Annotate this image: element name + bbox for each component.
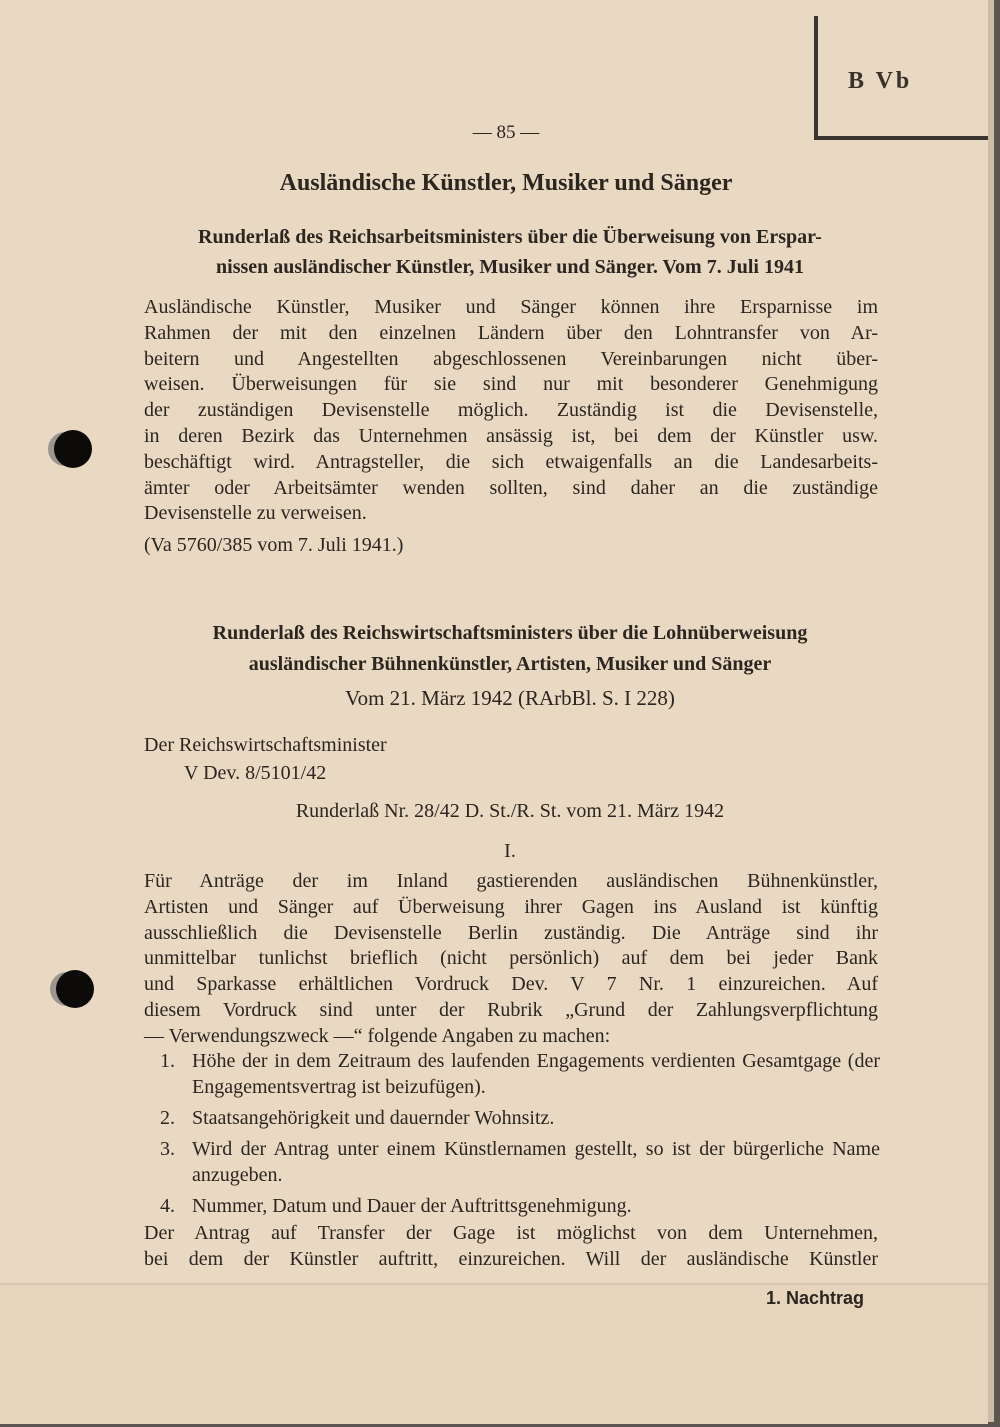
s1-line: Ausländische Künstler, Musiker und Sänger können ihre Ersparnisse im	[144, 296, 878, 318]
s2-line: — Verwendungszweck —“ folgende Angaben zu machen:	[144, 1024, 611, 1047]
s2-line: unmittelbar tunlichst brieflich (nicht persönlich) auf dem bei jeder Bank	[144, 947, 878, 970]
page-title: Ausländische Künstler, Musiker und Sänger	[279, 170, 733, 196]
section1-reference: (Va 5760/385 vom 7. Juli 1941.)	[144, 534, 404, 556]
section2-heading-line1: Runderlaß des Reichswirtschaftsministers über die Lohnüberweisung	[212, 622, 808, 644]
register-tab-label: B Vb	[848, 68, 913, 94]
list-item-text: Staatsangehörigkeit und dauernder Wohnsitz.	[192, 1107, 555, 1129]
section1-paragraph	[144, 295, 878, 527]
list-item-number: 2.	[160, 1107, 175, 1129]
list-item	[160, 1193, 880, 1219]
list-item	[160, 1105, 880, 1131]
section1-heading-line1: Runderlaß des Reichsarbeitsministers über die Überweisung von Erspar-	[198, 226, 822, 248]
list-item-text: Nummer, Datum und Dauer der Auftrittsgenehmigung.	[192, 1195, 632, 1217]
supplement-label: 1. Nachtrag	[766, 1288, 865, 1308]
section2-date-line: Vom 21. März 1942 (RArbBl. S. I 228)	[345, 686, 675, 710]
s2-line: diesem Vordruck sind unter der Rubrik „Grund der Zahlungsverpflichtung	[144, 998, 878, 1021]
section2-paragraph	[144, 869, 878, 1050]
s1-line: der zuständigen Devisenstelle möglich. Zuständig ist die Devisenstelle,	[144, 399, 878, 422]
part-number: I.	[504, 840, 516, 862]
s2-line: und Sparkasse erhältlichen Vordruck Dev. V 7 Nr. 1 einzureichen. Auf	[144, 973, 878, 996]
list-item-number: 4.	[160, 1195, 175, 1217]
list-item-text: Höhe der in dem Zeitraum des laufenden Engagements verdienten Gesamtgage (der Engagementsvertrag ist beizufügen).	[192, 1050, 880, 1098]
s1-line: weisen. Überweisungen für sie sind nur mit besonderer Genehmigung	[144, 373, 878, 396]
punch-hole-lower	[56, 970, 94, 1008]
s1-line: Rahmen der mit den einzelnen Ländern über den Lohntransfer von Ar-	[144, 321, 878, 344]
page-number: — 85 —	[472, 122, 540, 143]
s2-line: Artisten und Sänger auf Überweisung ihrer Gagen ins Ausland ist künftig	[144, 895, 878, 918]
list-item-text: Wird der Antrag unter einem Künstlernamen gestellt, so ist der bürgerliche Name anzugeben.	[192, 1138, 880, 1186]
closing-paragraph	[144, 1221, 878, 1273]
sender-line1: Der Reichswirtschaftsminister	[144, 734, 387, 756]
s1-line: in deren Bezirk das Unternehmen ansässig ist, bei dem der Künstler usw.	[144, 424, 878, 447]
section1-heading-line2: nissen ausländischer Künstler, Musiker und Sänger. Vom 7. Juli 1941	[216, 256, 804, 278]
decree-line: Runderlaß Nr. 28/42 D. St./R. St. vom 21. März 1942	[295, 800, 725, 822]
section2-heading-line2: ausländischer Bühnenkünstler, Artisten, Musiker und Sänger	[248, 653, 772, 675]
closing-line: Der Antrag auf Transfer der Gage ist möglichst von dem Unternehmen,	[144, 1222, 878, 1244]
s1-line: beitern und Angestellten abgeschlossenen Vereinbarungen nicht über-	[144, 347, 878, 370]
s2-line: Für Anträge der im Inland gastierenden ausländischen Bühnenkünstler,	[144, 870, 878, 892]
s1-line: ämter oder Arbeitsämter wenden sollten, sind daher an die zuständige	[144, 476, 878, 499]
s1-line: beschäftigt wird. Antragsteller, die sich etwaigenfalls an die Landesarbeits-	[144, 450, 878, 473]
closing-line: bei dem der Künstler auftritt, einzureichen. Will der ausländische Künstler	[144, 1247, 878, 1270]
requirements-list	[160, 1048, 880, 1224]
punch-hole-upper	[54, 430, 92, 468]
list-item-number: 3.	[160, 1138, 175, 1160]
sender-line2: V Dev. 8/5101/42	[184, 762, 327, 784]
list-item	[160, 1048, 880, 1100]
s1-line: Devisenstelle zu verweisen.	[144, 502, 367, 525]
s2-line: ausschließlich die Devisenstelle Berlin zuständig. Die Anträge sind ihr	[144, 921, 878, 944]
list-item-number: 1.	[160, 1050, 175, 1072]
list-item	[160, 1136, 880, 1188]
